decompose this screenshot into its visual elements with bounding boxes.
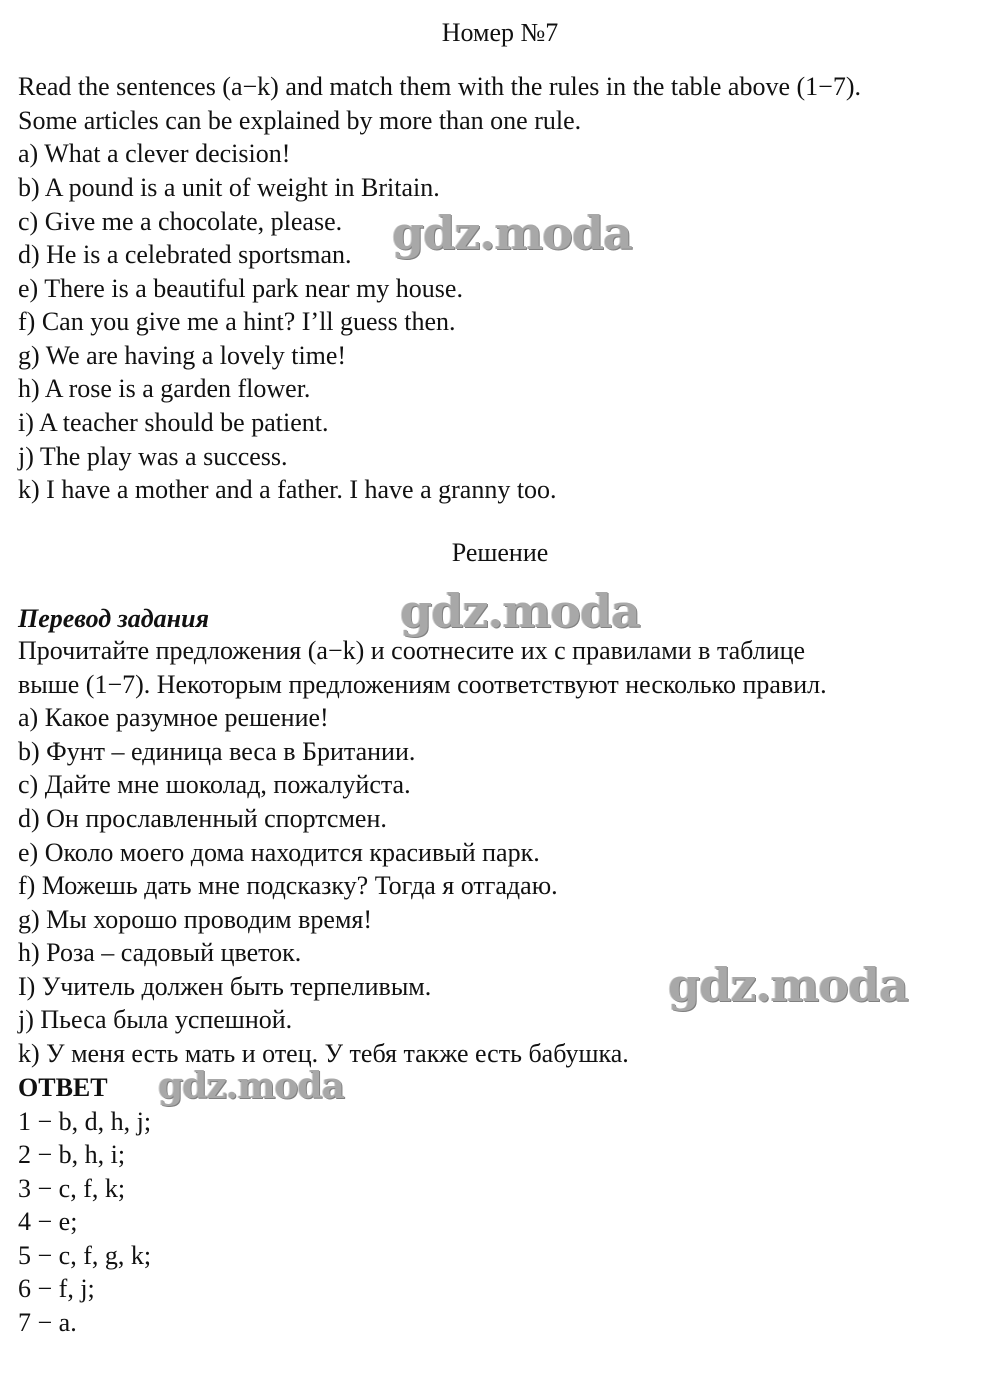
task-intro-line: Some articles can be explained by more than one rule. [18, 106, 582, 135]
watermark: gdz.moda [668, 958, 908, 1012]
task-sentence: c) Give me a chocolate, please. [18, 207, 343, 236]
translation-sentence: k) У меня есть мать и отец. У тебя также есть бабушка. [18, 1039, 629, 1068]
answer-line: 6 − f, j; [18, 1274, 95, 1303]
translation-sentence: h) Роза – садовый цветок. [18, 938, 302, 967]
task-sentence: j) The play was a success. [18, 442, 288, 471]
watermark: gdz.moda [392, 206, 632, 260]
translation-heading: Перевод задания [18, 604, 209, 633]
task-intro-line: Read the sentences (a−k) and match them with the rules in the table above (1−7). [18, 72, 861, 101]
translation-sentence: a) Какое разумное решение! [18, 703, 329, 732]
translation-sentence: c) Дайте мне шоколад, пожалуйста. [18, 770, 411, 799]
translation-sentence: j) Пьеса была успешной. [18, 1005, 293, 1034]
answer-heading: ОТВЕТ [18, 1073, 108, 1102]
watermark: gdz.moda [400, 584, 640, 638]
answer-line: 2 − b, h, i; [18, 1140, 126, 1169]
answer-line: 3 − c, f, k; [18, 1174, 126, 1203]
translation-sentence: g) Мы хорошо проводим время! [18, 905, 373, 934]
translation-sentence: b) Фунт – единица веса в Британии. [18, 737, 416, 766]
task-sentence: d) He is a celebrated sportsman. [18, 240, 352, 269]
watermark: gdz.moda [158, 1065, 344, 1107]
task-sentence: f) Can you give me a hint? I’ll guess then. [18, 307, 456, 336]
translation-intro-line: Прочитайте предложения (a−k) и соотнесите их с правилами в таблице [18, 636, 806, 665]
task-sentence: a) What a clever decision! [18, 139, 291, 168]
task-sentence: i) A teacher should be patient. [18, 408, 329, 437]
translation-sentence: e) Около моего дома находится красивый парк. [18, 838, 540, 867]
translation-sentence: d) Он прославленный спортсмен. [18, 804, 387, 833]
translation-intro-line: выше (1−7). Некоторым предложениям соответствуют несколько правил. [18, 670, 827, 699]
solution-heading: Решение [451, 538, 549, 567]
answer-line: 4 − e; [18, 1207, 78, 1236]
answer-line: 1 − b, d, h, j; [18, 1107, 152, 1136]
task-sentence: g) We are having a lovely time! [18, 341, 347, 370]
task-sentence: b) A pound is a unit of weight in Britain. [18, 173, 440, 202]
task-sentence: e) There is a beautiful park near my house. [18, 274, 463, 303]
task-sentence: k) I have a mother and a father. I have a granny too. [18, 475, 557, 504]
answer-line: 7 − a. [18, 1308, 77, 1337]
translation-sentence: I) Учитель должен быть терпеливым. [18, 972, 432, 1001]
task-sentence: h) A rose is a garden flower. [18, 374, 311, 403]
page-title: Номер №7 [441, 18, 559, 47]
answer-line: 5 − c, f, g, k; [18, 1241, 152, 1270]
translation-sentence: f) Можешь дать мне подсказку? Тогда я отгадаю. [18, 871, 558, 900]
